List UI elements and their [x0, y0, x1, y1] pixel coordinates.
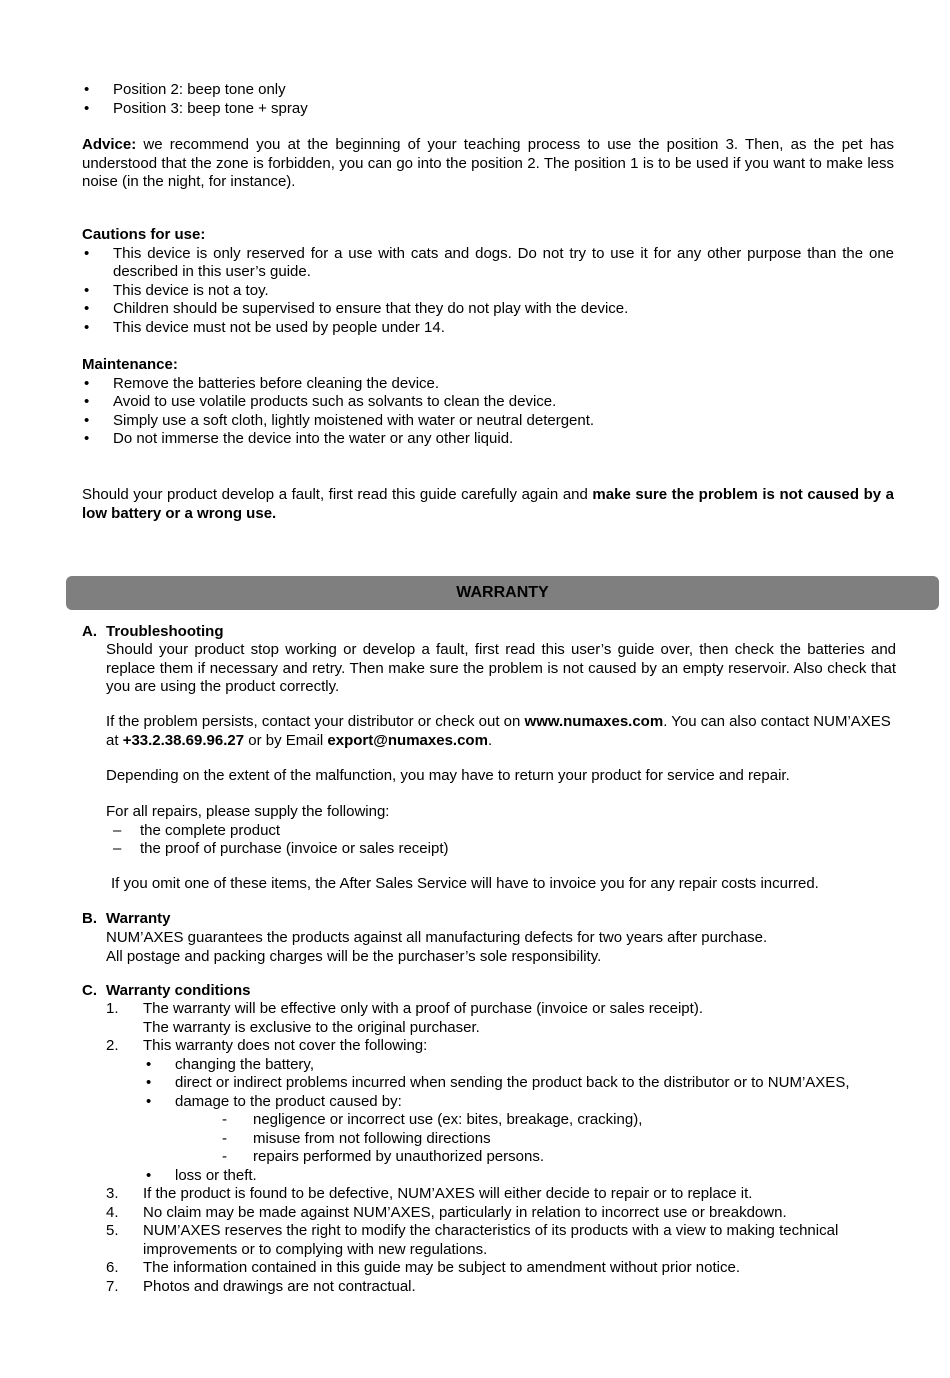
- contact-text: or by Email: [244, 731, 328, 749]
- section-title: Warranty: [106, 910, 171, 927]
- section-title: Warranty conditions: [106, 982, 251, 999]
- item-number: 6.: [106, 1259, 119, 1276]
- list-item-text: the complete product: [140, 821, 281, 839]
- repairs-intro: For all repairs, please supply the following:: [106, 803, 390, 820]
- maintenance-section: [82, 356, 894, 449]
- list-item: • Remove the batteries before cleaning the device.: [82, 375, 894, 394]
- item-text: direct or indirect problems incurred when sending the product back to the distributor or to NUM’AXES,: [175, 1074, 850, 1091]
- warranty-line: NUM’AXES guarantees the products against all manufacturing defects for two years after purchase.: [106, 929, 768, 946]
- list-item: • damage to the product caused by:: [146, 1092, 402, 1110]
- maintenance-heading: Maintenance:: [82, 356, 178, 373]
- contact-text: If the problem persists, contact your distributor or check out on: [106, 713, 525, 730]
- warranty-line: All postage and packing charges will be the purchaser’s sole responsibility.: [106, 947, 602, 965]
- item-text: The warranty is exclusive to the original purchaser.: [143, 1018, 480, 1036]
- list-item: • This device is only reserved for a use with cats and dogs. Do not try to use it for any other purpose than the one described in this user’s guide.: [82, 245, 894, 282]
- list-item: • This device is not a toy.: [82, 282, 894, 301]
- list-item: • Simply use a soft cloth, lightly moistened with water or neutral detergent.: [82, 412, 894, 431]
- cautions-section: [82, 226, 894, 337]
- item-number: 3.: [106, 1185, 119, 1202]
- item-number: 2.: [106, 1037, 119, 1054]
- dash-marker: -: [222, 1129, 227, 1147]
- item-text: loss or theft.: [175, 1166, 257, 1184]
- list-item: • This device must not be used by people under 14.: [82, 319, 894, 338]
- repairs-paragraph: [106, 803, 896, 859]
- fault-note-text: Should your product develop a fault, first read this guide carefully again and: [82, 486, 593, 503]
- item-number: 1.: [106, 1000, 119, 1017]
- condition-item: [106, 1278, 896, 1297]
- section-letter: C.: [82, 982, 97, 999]
- list-item: • changing the battery,: [146, 1055, 314, 1073]
- dash-marker: –: [113, 840, 122, 857]
- section-letter: A.: [82, 623, 97, 640]
- troubleshooting-intro: Should your product stop working or develop a fault, first read this user’s guide over, then check the batteries and replace them if necessary and retry. Then make sure the problem is not caused by an empty reservoir. Also check that you are using the product correctly.: [106, 641, 896, 695]
- condition-item: [106, 1019, 896, 1038]
- warranty-conditions-list: [106, 1000, 896, 1296]
- item-number: 5.: [106, 1222, 119, 1239]
- warranty-banner-title: WARRANTY: [456, 583, 549, 601]
- contact-text: .: [487, 731, 493, 749]
- item-text: This warranty does not cover the following:: [143, 1037, 428, 1054]
- list-item: [106, 840, 896, 859]
- contact-text: . You can also contact NUM’AXES at: [106, 713, 891, 749]
- dash-marker: –: [113, 821, 122, 839]
- phone-number: +33.2.38.69.96.27: [122, 731, 245, 749]
- fault-note: [82, 486, 894, 523]
- section-a-heading: [82, 623, 224, 642]
- dash-marker: -: [222, 1148, 227, 1165]
- section-b-heading: [82, 910, 170, 929]
- condition-item: [106, 1204, 896, 1223]
- dash-marker: -: [222, 1111, 227, 1128]
- list-item: • loss or theft.: [146, 1166, 257, 1184]
- condition-item: [106, 1222, 896, 1259]
- list-item: [106, 1130, 896, 1149]
- list-item: • Children should be supervised to ensure that they do not play with the device.: [82, 300, 894, 319]
- list-item: [106, 822, 896, 841]
- item-number: 7.: [106, 1277, 119, 1295]
- item-text: misuse from not following directions: [253, 1129, 491, 1147]
- list-item: • Avoid to use volatile products such as solvants to clean the device.: [82, 393, 894, 412]
- item-text: repairs performed by unauthorized persons.: [253, 1148, 544, 1165]
- website-link[interactable]: www.numaxes.com: [524, 713, 664, 730]
- email-link[interactable]: export@numaxes.com: [327, 731, 488, 749]
- omit-paragraph: If you omit one of these items, the After Sales Service will have to invoice you for any repair costs incurred.: [111, 875, 819, 892]
- item-text: The information contained in this guide may be subject to amendment without prior notice.: [143, 1259, 740, 1276]
- condition-item: [106, 1259, 896, 1278]
- item-text: damage to the product caused by:: [175, 1092, 402, 1110]
- section-c-heading: [82, 982, 250, 1001]
- list-item: • Position 3: beep tone + spray: [82, 100, 894, 119]
- warranty-paragraph: [106, 929, 896, 966]
- condition-item: [106, 1185, 896, 1204]
- item-text: negligence or incorrect use (ex: bites, breakage, cracking),: [253, 1111, 643, 1128]
- positions-list: [82, 81, 894, 118]
- cautions-heading: Cautions for use:: [82, 226, 206, 243]
- warranty-banner: [66, 576, 939, 610]
- section-letter: B.: [82, 910, 97, 927]
- advice-paragraph: [82, 136, 894, 192]
- list-item: • direct or indirect problems incurred when sending the product back to the distributor or to NUM’AXES,: [146, 1074, 850, 1091]
- fault-note-bold: make sure the problem is not caused by a low battery or a wrong use.: [82, 486, 894, 522]
- section-title: Troubleshooting: [106, 623, 224, 640]
- advice-text: we recommend you at the beginning of your teaching process to use the position 3. Then, as the pet has understood that the zone is forbidden, you can go into the position 2. The position 1 is to be used if you want to make less noise (in the night, for instance).: [82, 136, 894, 190]
- list-item: • Do not immerse the device into the water or any other liquid.: [82, 430, 894, 449]
- item-text: No claim may be made against NUM’AXES, particularly in relation to incorrect use or breakdown.: [143, 1203, 787, 1221]
- item-text: Photos and drawings are not contractual.: [143, 1277, 416, 1295]
- condition-item: [106, 1037, 896, 1056]
- malfunction-paragraph: Depending on the extent of the malfunction, you may have to return your product for service and repair.: [106, 767, 790, 784]
- item-text: NUM’AXES reserves the right to modify the characteristics of its products with a view to making technical improvements or to complying with new regulations.: [143, 1222, 839, 1258]
- condition-item: [106, 1000, 896, 1019]
- item-number: 4.: [106, 1203, 119, 1221]
- item-text: If the product is found to be defective, NUM’AXES will either decide to repair or to replace it.: [143, 1185, 753, 1202]
- contact-paragraph: [106, 713, 896, 750]
- item-text: The warranty will be effective only with a proof of purchase (invoice or sales receipt).: [143, 1000, 703, 1017]
- list-item: [106, 1148, 896, 1167]
- advice-label: Advice:: [82, 136, 137, 153]
- list-item-text: the proof of purchase (invoice or sales receipt): [140, 840, 449, 857]
- list-item: [106, 1111, 896, 1130]
- item-text: changing the battery,: [175, 1055, 314, 1073]
- list-item: • Position 2: beep tone only: [82, 81, 894, 100]
